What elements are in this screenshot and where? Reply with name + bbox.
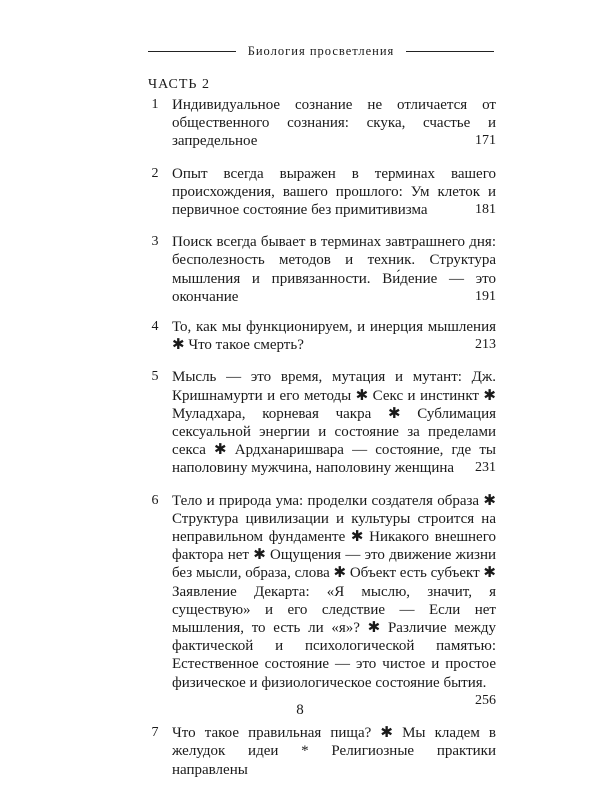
toc-entry xyxy=(148,492,496,710)
toc-entry xyxy=(148,96,496,151)
toc-entry-number: 1 xyxy=(151,97,159,112)
toc-entry-page: 191 xyxy=(475,288,496,304)
toc-entry-page: 231 xyxy=(475,460,496,476)
toc-entry-text xyxy=(172,96,496,151)
toc-entry xyxy=(148,318,496,354)
page-number: 8 xyxy=(296,702,304,718)
part-heading: ЧАСТЬ 2 xyxy=(148,77,210,92)
running-title: Биология просветления xyxy=(247,44,395,58)
table-of-contents xyxy=(148,96,496,793)
toc-entry-number: 2 xyxy=(151,165,159,181)
toc-entry-text xyxy=(172,492,496,708)
toc-entry xyxy=(148,233,496,306)
toc-entry-number: 6 xyxy=(151,492,159,508)
toc-entry-text xyxy=(172,724,496,779)
toc-entry-number: 5 xyxy=(151,369,159,385)
toc-entry-page: 256 xyxy=(475,692,496,708)
toc-entry xyxy=(148,724,496,779)
header-rule-left xyxy=(148,51,236,52)
toc-entry xyxy=(148,368,496,477)
toc-entry-text xyxy=(172,165,496,220)
toc-entry-page: 213 xyxy=(475,337,496,353)
toc-entry-text xyxy=(172,318,496,354)
toc-entry-text xyxy=(172,233,496,306)
toc-entry-page: 171 xyxy=(475,133,496,149)
toc-entry-title: Опыт всегда выражен в терминах вашего происхождения, вашего прошлого: Ум клеток и первичное состояние без примитивизма xyxy=(172,165,496,219)
toc-entry-text xyxy=(172,368,496,477)
toc-entry-title: Поиск всегда бывает в терминах завтрашнего дня: бесполезность методов и техник. Структура мышления и привязанности. Ви́дение — это окончание xyxy=(172,234,496,305)
toc-entry-title: Что такое правильная пища? ✱ Мы кладем в желудок идеи * Религиозные практики направлены xyxy=(172,725,496,778)
toc-entry xyxy=(148,165,496,220)
running-header xyxy=(148,44,494,59)
header-rule-right xyxy=(406,51,494,52)
toc-entry-title: Индивидуальное сознание не отличается от общественного сознания: скука, счастье и запредельное xyxy=(172,97,496,150)
toc-entry-number: 4 xyxy=(151,319,159,335)
toc-entry-title: Мысль — это время, мутация и мутант: Дж. Кришнамурти и его методы ✱ Секс и инстинкт ✱ Муладхара, корневая чакра ✱ Сублимация сексуальной энергии и состояние за пределами секса ✱ Ардханаришвара — состояние, где ты наполовину мужчина, наполовину женщина xyxy=(172,369,496,477)
toc-entry-title: То, как мы функционируем, и инерция мышления ✱ Что такое смерть? xyxy=(172,319,496,354)
toc-entry-number: 3 xyxy=(151,234,159,250)
toc-entry-title: Тело и природа ума: проделки создателя образа ✱ Структура цивилизации и культуры строится на неправильном фундаменте ✱ Никакого внешнего фактора нет ✱ Ощущения — это движение жизни без мысли, образа, слова ✱ Объект есть субъект ✱ Заявление Декарта: «Я мыслю, значит, я существую» и его следствие — Если нет мышления, то есть ли «я»? ✱ Различие между фактической и психологической памятью: Естественное состояние — это чистое и простое физическое и физиологическое состояние бытия. xyxy=(172,492,496,691)
toc-entry-page: 181 xyxy=(475,202,496,218)
toc-entry-number: 7 xyxy=(151,725,159,741)
